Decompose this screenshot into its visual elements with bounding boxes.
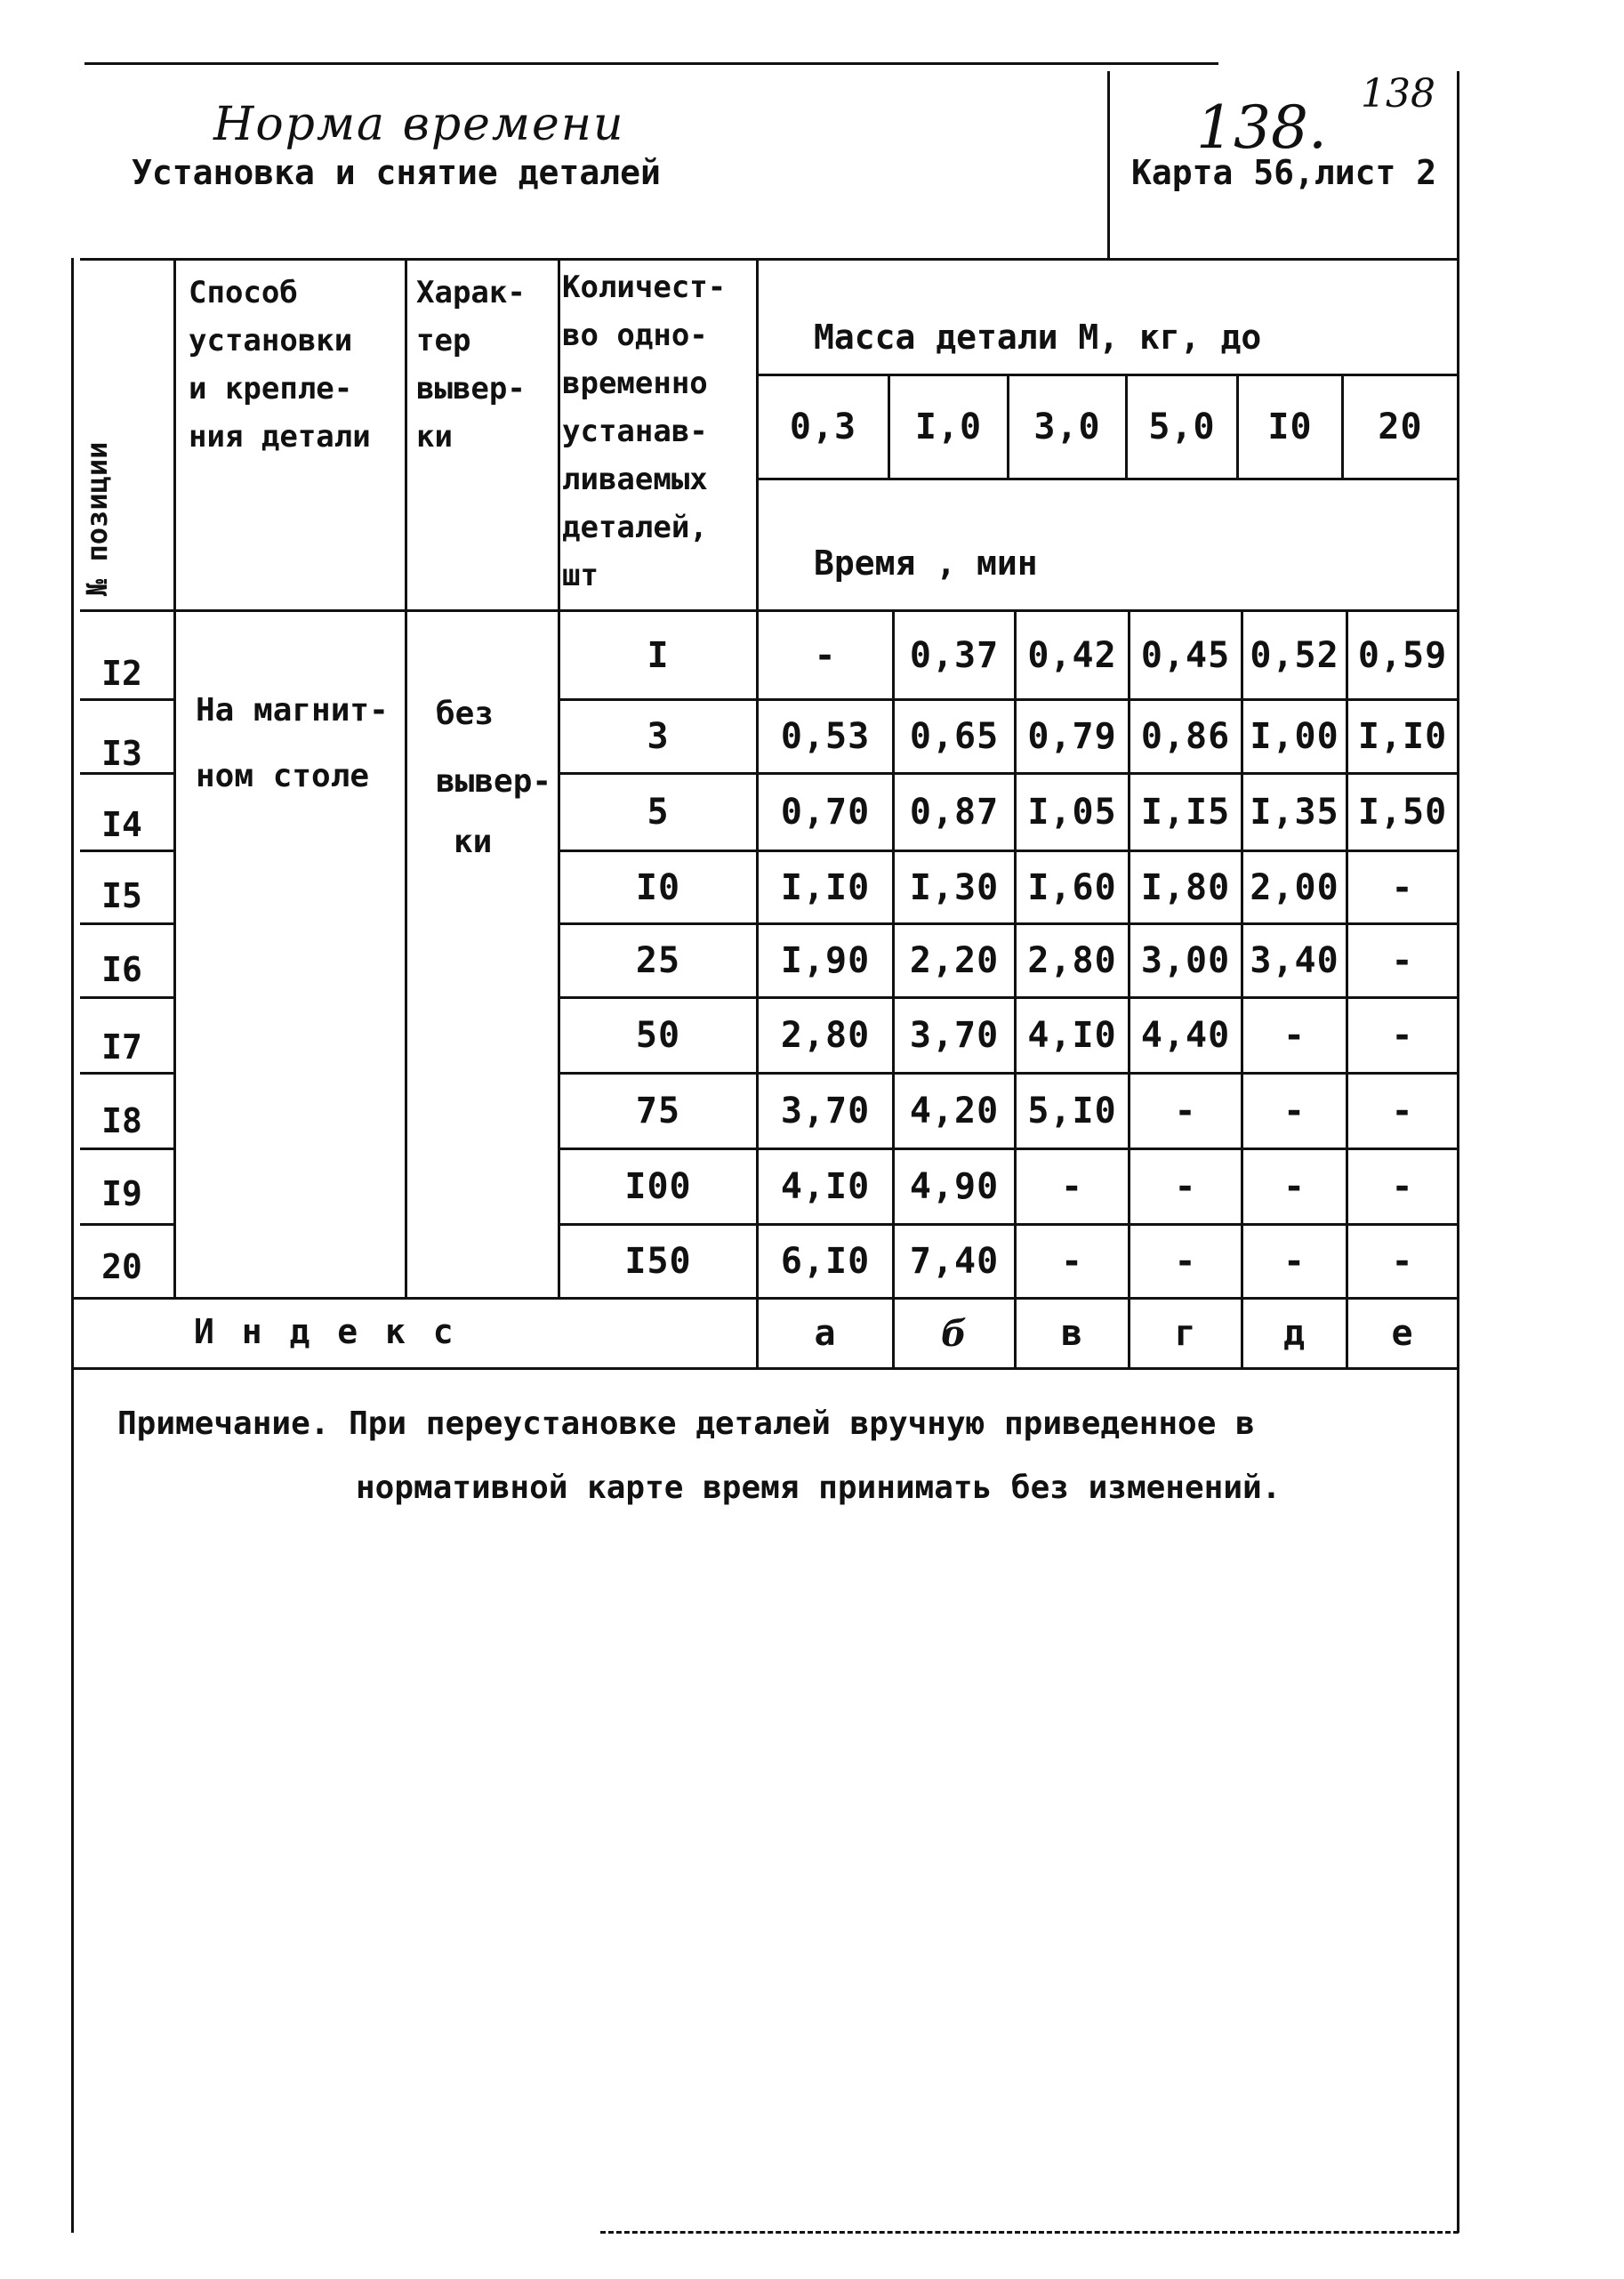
quantity-cell: 75 bbox=[635, 1091, 681, 1131]
mass-value: 0,3 bbox=[789, 407, 857, 447]
table-cell: 5,I0 bbox=[1027, 1091, 1117, 1131]
index-letter: д bbox=[1282, 1313, 1306, 1354]
table-cell: - bbox=[1391, 1166, 1414, 1207]
page-subtitle: Установка и снятие деталей bbox=[132, 153, 661, 192]
quantity-cell: 50 bbox=[635, 1015, 681, 1056]
mass-value: 20 bbox=[1378, 407, 1423, 447]
index-label: И н д е к с bbox=[194, 1312, 457, 1351]
corner-number: 138 bbox=[1361, 71, 1435, 117]
table-cell: - bbox=[1391, 866, 1414, 908]
table-cell: 0,86 bbox=[1140, 716, 1231, 757]
table-cell: - bbox=[1282, 1241, 1306, 1282]
position-number: 20 bbox=[101, 1247, 142, 1286]
table-cell: 3,00 bbox=[1140, 940, 1231, 981]
table-cell: - bbox=[1391, 1091, 1414, 1131]
row-rule bbox=[80, 850, 173, 852]
table-cell: I,00 bbox=[1250, 716, 1339, 757]
method-value-line-1: На магнит- bbox=[196, 692, 389, 729]
table-cell: 2,20 bbox=[909, 940, 1000, 981]
col-divider-1 bbox=[173, 258, 176, 1299]
top-rule bbox=[84, 62, 1218, 65]
table-cell: 0,52 bbox=[1250, 634, 1339, 676]
table-cell: 2,00 bbox=[1250, 866, 1339, 908]
quantity-cell: 25 bbox=[635, 940, 681, 981]
col-method-line-3: и крепле- bbox=[189, 371, 353, 407]
method-value-line-2: ном столе bbox=[196, 758, 370, 794]
table-cell: - bbox=[1282, 1091, 1306, 1131]
table-cell: 0,42 bbox=[1027, 634, 1117, 676]
table-cell: I,50 bbox=[1357, 792, 1448, 833]
table-cell: - bbox=[1282, 1015, 1306, 1056]
table-cell: 4,40 bbox=[1140, 1015, 1231, 1056]
quantity-cell: I bbox=[647, 634, 670, 676]
page-number: 138. bbox=[1196, 93, 1327, 162]
position-number: I4 bbox=[101, 805, 142, 844]
table-cell: - bbox=[1060, 1241, 1084, 1282]
table-cell: 0,53 bbox=[780, 716, 871, 757]
col-quantity-line-1: Количест- bbox=[562, 270, 727, 305]
index-letter: е bbox=[1391, 1313, 1414, 1354]
table-cell: 4,I0 bbox=[1027, 1015, 1117, 1056]
row-rule bbox=[80, 1072, 173, 1075]
col-method-line-4: ния детали bbox=[189, 419, 371, 455]
col-quantity-line-4: устанав- bbox=[562, 414, 708, 449]
position-number: I3 bbox=[101, 734, 142, 773]
left-border bbox=[71, 258, 74, 2233]
table-cell: I,I5 bbox=[1140, 792, 1231, 833]
col-method-line-1: Способ bbox=[189, 275, 298, 310]
quantity-cell: I50 bbox=[624, 1241, 692, 1282]
table-cell: 0,45 bbox=[1140, 634, 1231, 676]
mass-value: I,0 bbox=[914, 407, 983, 447]
quantity-cell: 5 bbox=[647, 792, 670, 833]
table-top-rule bbox=[80, 258, 1459, 261]
table-cell: 0,59 bbox=[1357, 634, 1448, 676]
table-cell: - bbox=[1282, 1166, 1306, 1207]
index-letter: а bbox=[814, 1313, 837, 1354]
bottom-rule bbox=[600, 2231, 1459, 2234]
col-divider-2 bbox=[405, 258, 407, 1299]
table-cell: 2,80 bbox=[1027, 940, 1117, 981]
col-quantity-line-5: ливаемых bbox=[562, 462, 708, 497]
table-cell: 3,70 bbox=[780, 1091, 871, 1131]
table-cell: 3,40 bbox=[1250, 940, 1339, 981]
table-cell: 4,90 bbox=[909, 1166, 1000, 1207]
table-cell: - bbox=[1174, 1166, 1197, 1207]
index-letter: г bbox=[1174, 1313, 1197, 1354]
position-number: I2 bbox=[101, 654, 142, 693]
note-line-2: нормативной карте время принимать без изменений. bbox=[356, 1470, 1282, 1506]
table-cell: - bbox=[1060, 1166, 1084, 1207]
table-cell: I,30 bbox=[909, 866, 1000, 908]
mass-header: Масса детали М, кг, до bbox=[814, 318, 1262, 357]
table-cell: - bbox=[1391, 1241, 1414, 1282]
position-number: I5 bbox=[101, 876, 142, 915]
note-line-1: Примечание. При переустановке деталей вручную приведенное в bbox=[117, 1405, 1255, 1442]
row-rule bbox=[80, 1223, 173, 1226]
col-character-line-4: ки bbox=[416, 419, 453, 455]
table-cell: - bbox=[1391, 1015, 1414, 1056]
table-cell: I,60 bbox=[1027, 866, 1117, 908]
col-quantity-line-3: временно bbox=[562, 366, 708, 401]
quantity-cell: I00 bbox=[624, 1166, 692, 1207]
table-cell: I,I0 bbox=[1357, 716, 1448, 757]
table-cell: I,05 bbox=[1027, 792, 1117, 833]
col-quantity-line-2: во одно- bbox=[562, 318, 708, 353]
table-cell: 4,20 bbox=[909, 1091, 1000, 1131]
table-cell: 3,70 bbox=[909, 1015, 1000, 1056]
table-cell: - bbox=[1174, 1241, 1197, 1282]
position-number: I6 bbox=[101, 950, 142, 989]
table-cell: 6,I0 bbox=[780, 1241, 871, 1282]
mass-value: 5,0 bbox=[1148, 407, 1216, 447]
col-character-line-2: тер bbox=[416, 323, 471, 358]
table-cell: - bbox=[1391, 940, 1414, 981]
table-cell: I,80 bbox=[1140, 866, 1231, 908]
table-cell: 0,87 bbox=[909, 792, 1000, 833]
col-character-line-3: вывер- bbox=[416, 371, 526, 407]
table-cell: 0,79 bbox=[1027, 716, 1117, 757]
mass-value: 3,0 bbox=[1033, 407, 1101, 447]
row-rule bbox=[80, 996, 173, 999]
table-cell: I,I0 bbox=[780, 866, 871, 908]
position-number: I7 bbox=[101, 1027, 142, 1067]
table-cell: 0,65 bbox=[909, 716, 1000, 757]
mass-value: I0 bbox=[1267, 407, 1313, 447]
index-row-bottom-rule bbox=[71, 1367, 1459, 1370]
time-header: Время , мин bbox=[814, 544, 1038, 583]
mass-values-rule bbox=[756, 478, 1459, 480]
card-reference: Карта 56,лист 2 bbox=[1131, 153, 1437, 192]
col-quantity-line-7: шт bbox=[562, 558, 599, 593]
character-value-line-2: вывер- bbox=[436, 763, 552, 800]
col-position-header: № позиции bbox=[80, 441, 114, 596]
character-value-line-3: ки bbox=[454, 824, 493, 860]
table-cell: 2,80 bbox=[780, 1015, 871, 1056]
table-cell: I,35 bbox=[1250, 792, 1339, 833]
col-quantity-line-6: деталей, bbox=[562, 510, 708, 545]
quantity-cell: 3 bbox=[647, 716, 670, 757]
row-rule bbox=[80, 698, 173, 701]
table-cell: 4,I0 bbox=[780, 1166, 871, 1207]
row-rule bbox=[80, 922, 173, 925]
table-cell: 0,70 bbox=[780, 792, 871, 833]
table-cell: - bbox=[814, 634, 837, 676]
col-character-line-1: Харак- bbox=[416, 275, 526, 310]
index-letter: в bbox=[1060, 1313, 1084, 1354]
table-cell: - bbox=[1174, 1091, 1197, 1131]
quantity-cell: I0 bbox=[635, 866, 681, 908]
table-cell: 7,40 bbox=[909, 1241, 1000, 1282]
title-handwritten: Норма времени bbox=[213, 98, 625, 151]
table-cell: 0,37 bbox=[909, 634, 1000, 676]
index-letter: б bbox=[941, 1312, 968, 1355]
row-rule bbox=[80, 1148, 173, 1150]
header-divider bbox=[1107, 71, 1110, 258]
table-cell: I,90 bbox=[780, 940, 871, 981]
position-number: I9 bbox=[101, 1174, 142, 1213]
character-value-line-1: без bbox=[436, 696, 494, 732]
right-border bbox=[1457, 71, 1459, 2233]
position-number: I8 bbox=[101, 1101, 142, 1140]
col-method-line-2: установки bbox=[189, 323, 353, 358]
